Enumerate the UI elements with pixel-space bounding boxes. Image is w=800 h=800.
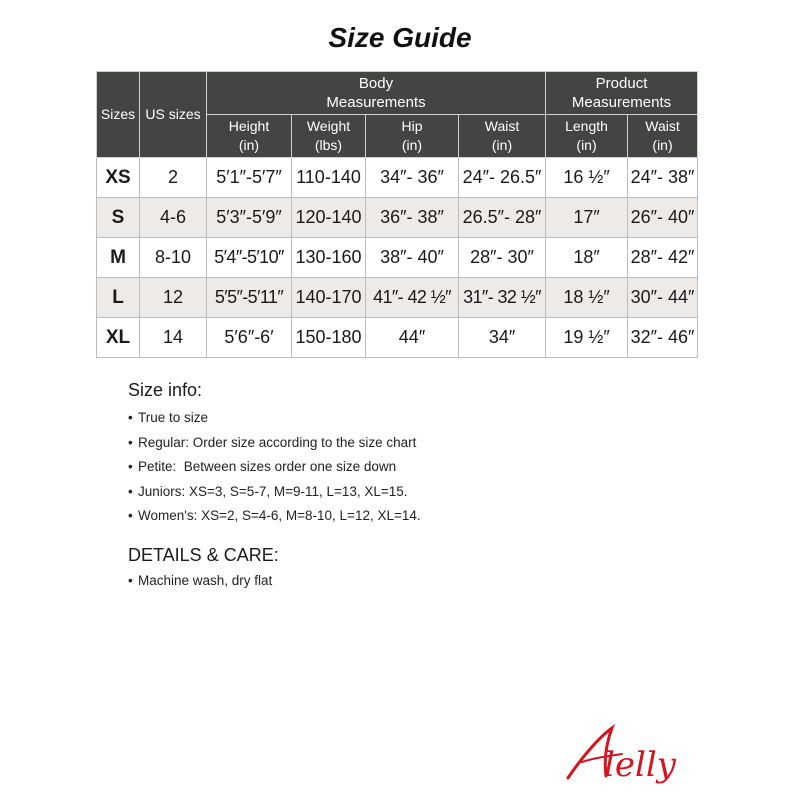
cell-product-waist: 32″- 46″ — [628, 318, 698, 358]
table-row — [97, 278, 698, 318]
cell-length: 18″ — [546, 238, 628, 278]
list-item: • True to size — [128, 410, 209, 425]
list-item: • Petite: Between sizes order one size down — [128, 459, 397, 474]
details-care-list — [128, 573, 688, 589]
cell-weight: 130-160 — [292, 238, 366, 278]
cell-waist: 24″- 26.5″ — [459, 158, 546, 198]
cell-product-waist: 30″- 44″ — [628, 278, 698, 318]
bullet-icon: • — [128, 483, 133, 499]
cell-waist: 26.5″- 28″ — [459, 198, 546, 238]
size-info-section — [128, 378, 688, 533]
header-body-measurements — [207, 72, 546, 115]
cell-hip: 34″- 36″ — [366, 158, 459, 198]
bullet-icon: • — [128, 459, 133, 474]
header-hip: Hip (in) — [366, 115, 459, 158]
bullet-icon: • — [128, 573, 133, 588]
cell-us-size: 14 — [140, 318, 207, 358]
header-body-line2: Measurements — [326, 94, 426, 111]
bullet-icon: • — [128, 508, 133, 523]
cell-us-size: 4-6 — [140, 198, 207, 238]
cell-hip: 44″ — [366, 318, 459, 358]
cell-waist: 34″ — [459, 318, 546, 358]
table-row — [97, 198, 698, 238]
cell-length: 17″ — [546, 198, 628, 238]
brand-logo — [560, 720, 700, 790]
cell-waist: 28″- 30″ — [459, 238, 546, 278]
cell-us-size: 2 — [140, 158, 207, 198]
size-info-list — [128, 410, 688, 533]
bullet-icon: • — [128, 410, 133, 425]
header-product-waist: Waist (in) — [628, 115, 698, 158]
header-product-line1: Product — [595, 75, 648, 92]
cell-weight: 150-180 — [292, 318, 366, 358]
cell-weight: 120-140 — [292, 198, 366, 238]
cell-height: 5′6″-6′ — [207, 318, 292, 358]
details-care-heading: DETAILS & CARE: — [128, 545, 279, 565]
cell-height: 5′4″-5′10″ — [207, 238, 292, 278]
header-sizes: Sizes — [97, 72, 140, 158]
list-item: • Regular: Order size according to the size chart — [128, 434, 417, 450]
cell-length: 16 ½″ — [546, 158, 628, 198]
header-product-measurements — [546, 72, 698, 115]
cell-length: 19 ½″ — [546, 318, 628, 358]
header-height: Height (in) — [207, 115, 292, 158]
cell-product-waist: 24″- 38″ — [628, 158, 698, 198]
cell-hip: 38″- 40″ — [366, 238, 459, 278]
table-row — [97, 158, 698, 198]
bullet-icon: • — [128, 434, 133, 450]
cell-size: L — [97, 278, 140, 318]
cell-height: 5′5″-5′11″ — [207, 278, 292, 318]
cell-us-size: 12 — [140, 278, 207, 318]
cell-waist: 31″- 32 ½″ — [459, 278, 546, 318]
brand-logo-icon — [560, 720, 700, 790]
cell-height: 5′3″-5′9″ — [207, 198, 292, 238]
page-title: Size Guide — [328, 22, 472, 53]
list-item: • Machine wash, dry flat — [128, 573, 273, 588]
details-care-section — [128, 543, 688, 589]
cell-size: S — [97, 198, 140, 238]
list-item: • Women's: XS=2, S=4-6, M=8-10, L=12, XL=14. — [128, 508, 421, 523]
cell-product-waist: 28″- 42″ — [628, 238, 698, 278]
cell-weight: 110-140 — [292, 158, 366, 198]
cell-hip: 41″- 42 ½″ — [366, 278, 459, 318]
cell-height: 5′1″-5′7″ — [207, 158, 292, 198]
table-row — [97, 238, 698, 278]
header-us-sizes: US sizes — [140, 72, 207, 158]
cell-us-size: 8-10 — [140, 238, 207, 278]
cell-weight: 140-170 — [292, 278, 366, 318]
table-row — [97, 318, 698, 358]
size-info-heading: Size info: — [128, 380, 203, 400]
cell-size: XL — [97, 318, 140, 358]
cell-hip: 36″- 38″ — [366, 198, 459, 238]
header-product-line2: Measurements — [571, 94, 672, 111]
cell-size: XS — [97, 158, 140, 198]
list-item: • Juniors: XS=3, S=5-7, M=9-11, L=13, XL=15. — [128, 483, 408, 499]
header-length: Length (in) — [546, 115, 628, 158]
cell-length: 18 ½″ — [546, 278, 628, 318]
header-body-line1: Body — [358, 75, 394, 92]
header-waist: Waist (in) — [459, 115, 546, 158]
header-weight: Weight (lbs) — [292, 115, 366, 158]
brand-logo-text: lelly — [604, 745, 676, 785]
cell-product-waist: 26″- 40″ — [628, 198, 698, 238]
cell-size: M — [97, 238, 140, 278]
size-chart-table — [96, 71, 698, 358]
